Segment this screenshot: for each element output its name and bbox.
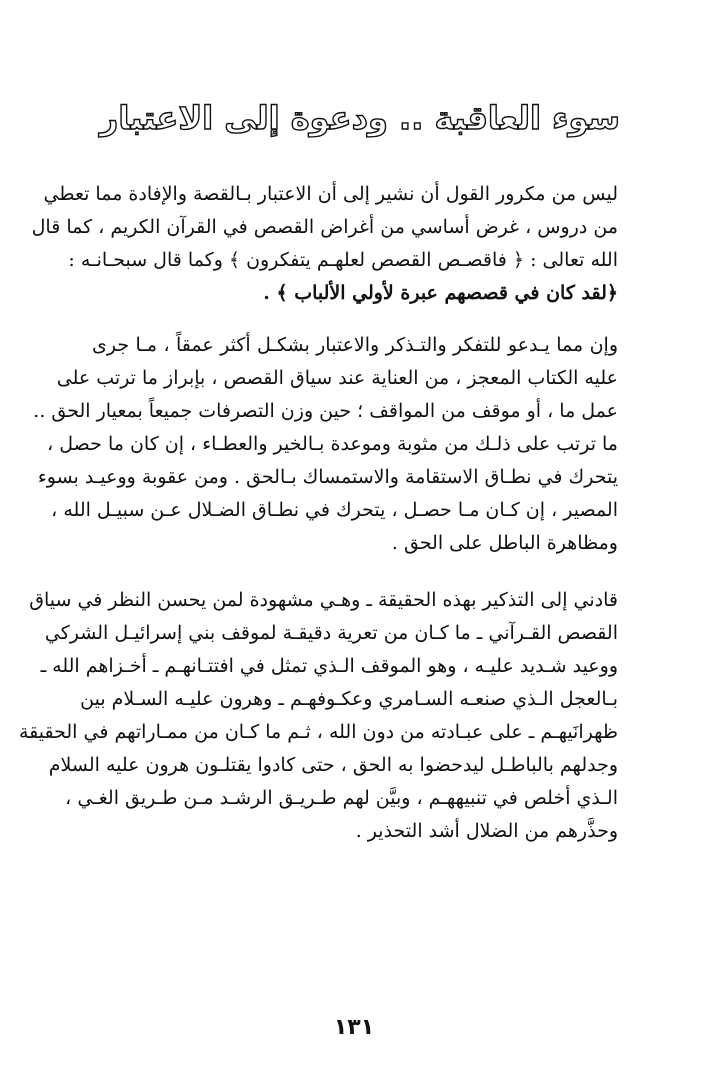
text-line: بـالعجل الـذي صنعـه السـامري وعكـوفهـم ـ وهرون عليـه السـلام بين [80, 688, 618, 710]
text-line: ومظاهرة الباطل على الحق . [391, 532, 618, 554]
text-line: وحذَّرهم من الضلال أشد التحذير . [355, 820, 618, 842]
text-line: عليه الكتاب المعجز ، من العناية عند سياق القصص ، بإبراز ما ترتب على [56, 367, 618, 389]
text-line: الله تعالى : ﴿ فاقصـص القصص لعلهـم يتفكرون ﴾ وكما قال سبحـانـه : [68, 249, 618, 271]
page-number: ١٣١ [333, 1015, 375, 1040]
text-line: قادني إلى التذكير بهذه الحقيقة ـ وهـي مشهودة لمن يحسن النظر في سياق [29, 589, 618, 611]
text-line: القصص القـرآني ـ ما كـان من تعرية دقيقـة لموقف بني إسرائيـل الشركي [44, 622, 618, 644]
paragraph-3 [18, 584, 618, 848]
text-line: ووعيد شـديد عليـه ، وهو الموقف الـذي تمثل في افتتـانهـم ـ أخـزاهم الله ـ [40, 655, 618, 677]
paragraph-1 [31, 178, 618, 310]
quranic-quote-line: ﴿لقد كان في قصصهم عبرة لأولي الألباب ﴾ . [263, 282, 618, 304]
body-text [18, 178, 618, 867]
text-line: وإن مما يـدعو للتفكر والتـذكر والاعتبار بشكـل أكثر عمقاً ، مـا جرى [92, 334, 618, 356]
text-line: ما ترتب على ذلـك من مثوبة وموعدة بـالخير والعطـاء ، إن كان ما حصل ، [47, 433, 618, 455]
text-line: من دروس ، غرض أساسي من أغراض القصص في القرآن الكريم ، كما قال [31, 216, 618, 238]
text-line: ليس من مكرور القول أن نشير إلى أن الاعتبار بـالقصة والإفادة مما تعطي [43, 183, 618, 205]
text-line: ظهرانَيهـم ـ على عبـادته من دون الله ، ثـم ما كـان من ممـاراتهم في الحقيقة [18, 721, 618, 743]
text-line: عمل ما ، أو موقف من المواقف ؛ حين وزن التصرفات جميعاً بمعيار الحق .. [33, 400, 618, 422]
paragraph-2 [33, 329, 618, 560]
chapter-title: سوء العاقبة .. ودعوة إلى الاعتبار [99, 99, 620, 137]
text-line: المصير ، إن كـان مـا حصـل ، يتحرك في نطـاق الضـلال عـن سبيـل الله ، [51, 499, 618, 521]
text-line: الـذي أخلص في تنبيههـم ، وبيَّن لهم طـريـق الرشـد مـن طـريق الغـي ، [65, 787, 618, 809]
text-line: يتحرك في نطـاق الاستقامة والاستمساك بـالحق . ومن عقوبة ووعيـد بسوء [37, 466, 618, 488]
text-line: وجدلهم بالباطـل ليدحضوا به الحق ، حتى كادوا يقتلـون هرون عليه السلام [48, 754, 618, 776]
